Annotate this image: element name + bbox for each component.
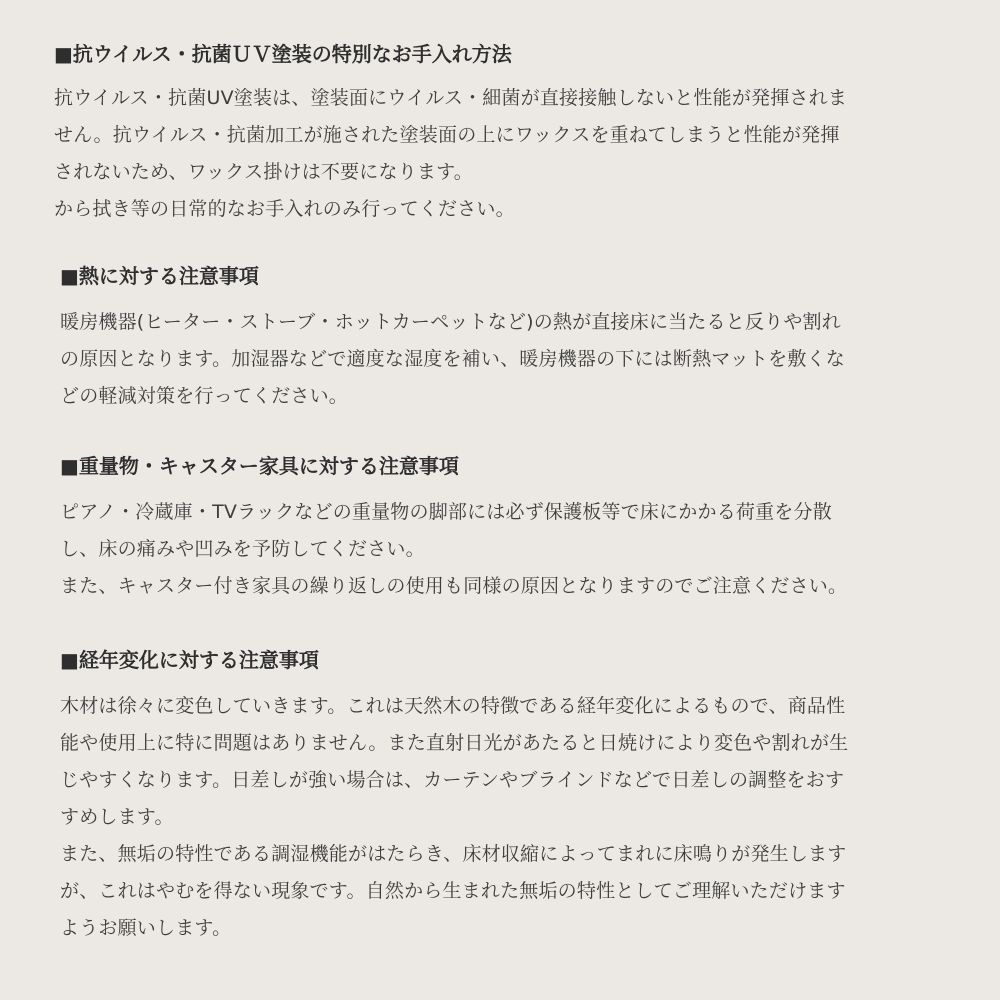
section-aging-caution	[0, 646, 1000, 947]
body-line: 能や使用上に特に問題はありません。また直射日光があたると日焼けにより変色や割れが生	[60, 732, 849, 754]
section-heavy-furniture-caution	[0, 452, 1000, 605]
body-line: じやすくなります。日差しが強い場合は、カーテンやブラインドなどで日差しの調整をおす	[60, 769, 845, 791]
body-line: ようお願いします。	[60, 917, 232, 939]
section-heading: ■熱に対する注意事項	[60, 264, 259, 288]
section-body	[54, 80, 1000, 228]
section-body	[60, 494, 1000, 605]
body-line: 木材は徐々に変色していきます。これは天然木の特徴である経年変化によるもので、商品性	[60, 695, 846, 717]
body-line: されないため、ワックス掛けは不要になります。	[54, 161, 473, 183]
section-heading: ■経年変化に対する注意事項	[60, 648, 319, 672]
section-uv-coating-care	[0, 40, 1000, 228]
body-line: すめします。	[60, 806, 174, 828]
body-line: 暖房機器(ヒーター・ストーブ・ホットカーペットなど)の熱が直接床に当たると反りや割れ	[60, 311, 841, 333]
body-line: し、床の痛みや凹みを予防してください。	[60, 538, 425, 560]
section-heading: ■重量物・キャスター家具に対する注意事項	[60, 454, 459, 478]
section-heading: ■抗ウイルス・抗菌ＵＶ塗装の特別なお手入れ方法	[54, 42, 512, 66]
body-line: 抗ウイルス・抗菌UV塗装は、塗装面にウイルス・細菌が直接接触しないと性能が発揮されま	[54, 87, 848, 109]
body-line: が、これはやむを得ない現象です。自然から生まれた無垢の特性としてご理解いただけます	[60, 880, 846, 902]
section-body	[60, 304, 1000, 415]
body-line: せん。抗ウイルス・抗菌加工が施された塗装面の上にワックスを重ねてしまうと性能が発揮	[54, 124, 840, 146]
body-line: から拭き等の日常的なお手入れのみ行ってください。	[54, 198, 515, 220]
section-body	[60, 688, 1000, 947]
body-line: また、無垢の特性である調湿機能がはたらき、床材収縮によってまれに床鳴りが発生します	[60, 843, 847, 865]
body-line: また、キャスター付き家具の繰り返しの使用も同様の原因となりますのでご注意ください。	[60, 575, 848, 597]
body-line: どの軽減対策を行ってください。	[60, 385, 349, 407]
section-heat-caution	[0, 262, 1000, 415]
body-line: ピアノ・冷蔵庫・TVラックなどの重量物の脚部には必ず保護板等で床にかかる荷重を分散	[60, 501, 832, 523]
body-line: の原因となります。加湿器などで適度な湿度を補い、暖房機器の下には断熱マットを敷くな	[60, 348, 845, 370]
